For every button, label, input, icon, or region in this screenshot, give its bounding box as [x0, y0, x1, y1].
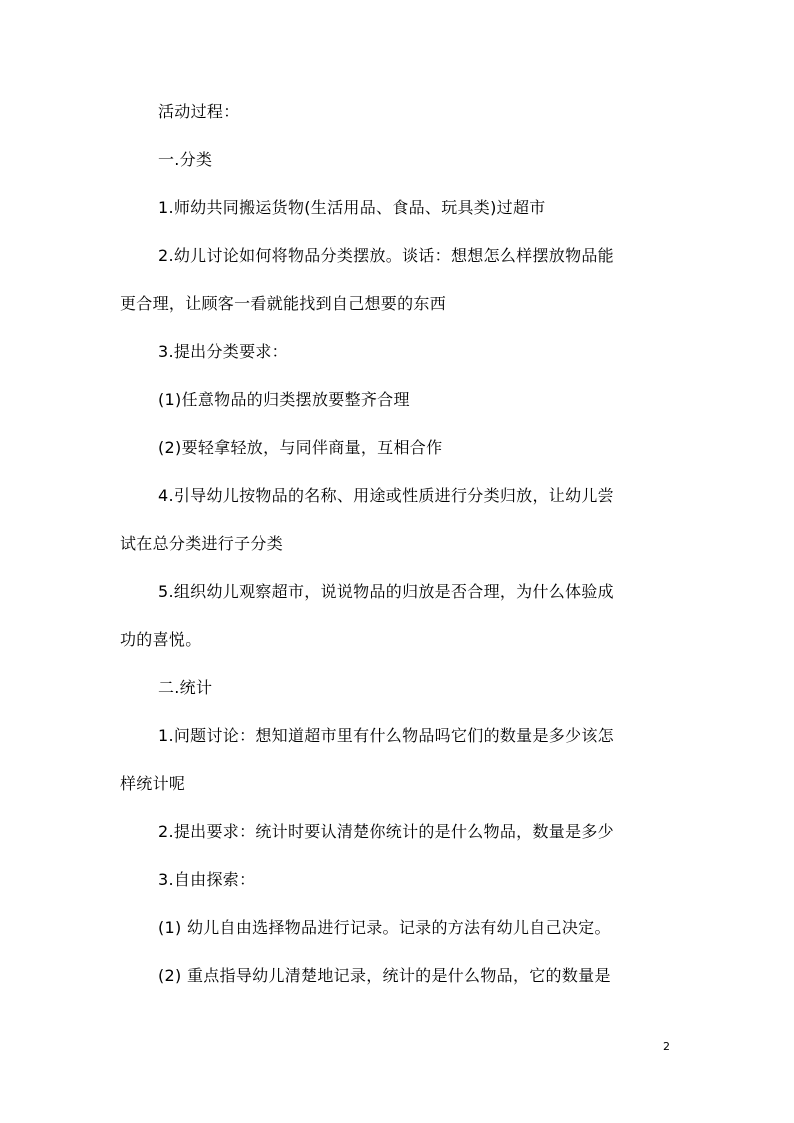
paragraph-line: 3.自由探索： [158, 870, 256, 889]
paragraph-line: (2) 重点指导幼儿清楚地记录，统计的是什么物品，它的数量是 [158, 966, 611, 985]
paragraph-line: 1.问题讨论：想知道超市里有什么物品吗它们的数量是多少该怎 [158, 726, 614, 745]
paragraph-line: 1.师幼共同搬运货物(生活用品、食品、玩具类)过超市 [158, 198, 546, 217]
document-body [120, 88, 676, 1000]
section-heading-classification: 一.分类 [158, 150, 213, 169]
paragraph-line: 2.提出要求：统计时要认清楚你统计的是什么物品，数量是多少 [158, 822, 614, 841]
paragraph-line: (1)任意物品的归类摆放要整齐合理 [158, 390, 410, 409]
paragraph-continuation-line: 功的喜悦。 [120, 630, 202, 649]
paragraph-line: 5.组织幼儿观察超市，说说物品的归放是否合理，为什么体验成 [158, 582, 614, 601]
paragraph-line: 3.提出分类要求： [158, 342, 288, 361]
paragraph-line: (2)要轻拿轻放，与同伴商量，互相合作 [158, 438, 443, 457]
paragraph-line: 4.引导幼儿按物品的名称、用途或性质进行分类归放，让幼儿尝 [158, 486, 614, 505]
paragraph-continuation-line: 样统计呢 [120, 774, 186, 793]
paragraph-line: (1) 幼儿自由选择物品进行记录。记录的方法有幼儿自己决定。 [158, 918, 611, 937]
section-heading-statistics: 二.统计 [158, 678, 213, 697]
paragraph-continuation-line: 试在总分类进行子分类 [120, 534, 284, 553]
section-heading-activity-process: 活动过程： [158, 102, 240, 121]
page-number: 2 [663, 1040, 670, 1053]
paragraph-line: 2.幼儿讨论如何将物品分类摆放。谈话：想想怎么样摆放物品能 [158, 246, 614, 265]
paragraph-continuation-line: 更合理，让顾客一看就能找到自己想要的东西 [120, 294, 447, 313]
